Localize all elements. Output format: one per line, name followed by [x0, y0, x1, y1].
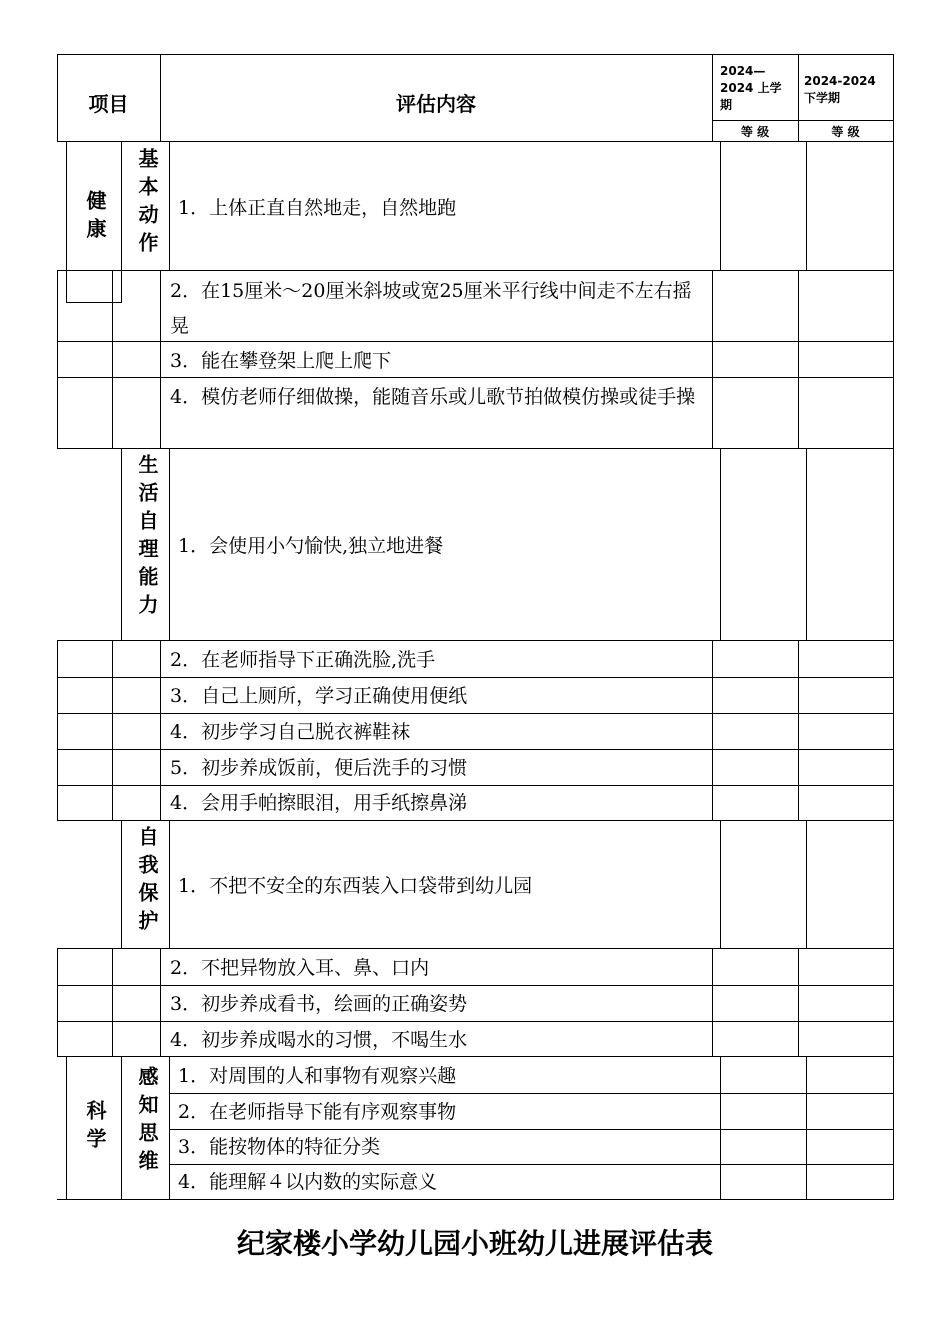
domain-science-label: 科学 — [83, 1100, 107, 1156]
sub-basic-motion-label: 基本动作 — [135, 148, 159, 260]
sub-self-care-label: 生活自理能力 — [135, 454, 159, 622]
list-item: 1．对周围的人和事物有观察兴趣 — [178, 1065, 457, 1087]
list-item: 1．不把不安全的东西装入口袋带到幼儿园 — [178, 875, 533, 897]
list-item: 3．能按物体的特征分类 — [178, 1136, 381, 1158]
list-item: 3．能在攀登架上爬上爬下 — [170, 350, 392, 372]
header-term1-label: 2024— 2024 上学 期 — [720, 64, 782, 112]
header-content-label: 评估内容 — [396, 92, 476, 116]
header-item-label: 项目 — [88, 92, 129, 116]
list-item: 4．初步学习自己脱衣裤鞋袜 — [170, 721, 411, 743]
list-item: 3．初步养成看书，绘画的正确姿势 — [170, 993, 468, 1015]
sub-perception-label: 感知思维 — [135, 1066, 159, 1178]
list-item: 2．不把异物放入耳、鼻、口内 — [170, 957, 430, 979]
list-item: 2．在15厘米～20厘米斜坡或宽25厘米平行线中间走不左右摇晃 — [170, 280, 692, 337]
list-item: 5．初步养成饭前，便后洗手的习惯 — [170, 757, 468, 779]
list-item: 4．能理解４以内数的实际意义 — [178, 1171, 438, 1193]
list-item: 3．自己上厕所，学习正确使用便纸 — [170, 685, 468, 707]
domain-health-label: 健康 — [83, 190, 107, 246]
sub-self-protect-label: 自我保护 — [135, 826, 159, 938]
page-title: 纪家楼小学幼儿园小班幼儿进展评估表 — [236, 1227, 713, 1260]
list-item: 1．会使用小勺愉快,独立地进餐 — [178, 535, 444, 557]
list-item: 2．在老师指导下正确洗脸,洗手 — [170, 649, 436, 671]
list-item: 4．模仿老师仔细做操，能随音乐或儿歌节拍做模仿操或徒手操 — [170, 386, 696, 408]
list-item: 4．初步养成喝水的习惯，不喝生水 — [170, 1029, 468, 1051]
header-grade1-label: 等 级 — [740, 125, 770, 139]
list-item: 4．会用手帕擦眼泪，用手纸擦鼻涕 — [170, 792, 468, 814]
list-item: 2．在老师指导下能有序观察事物 — [178, 1101, 457, 1123]
header-term2-label: 2024-2024 下学期 — [804, 74, 876, 105]
list-item: 1．上体正直自然地走，自然地跑 — [178, 197, 457, 219]
header-grade2-label: 等 级 — [831, 125, 860, 139]
